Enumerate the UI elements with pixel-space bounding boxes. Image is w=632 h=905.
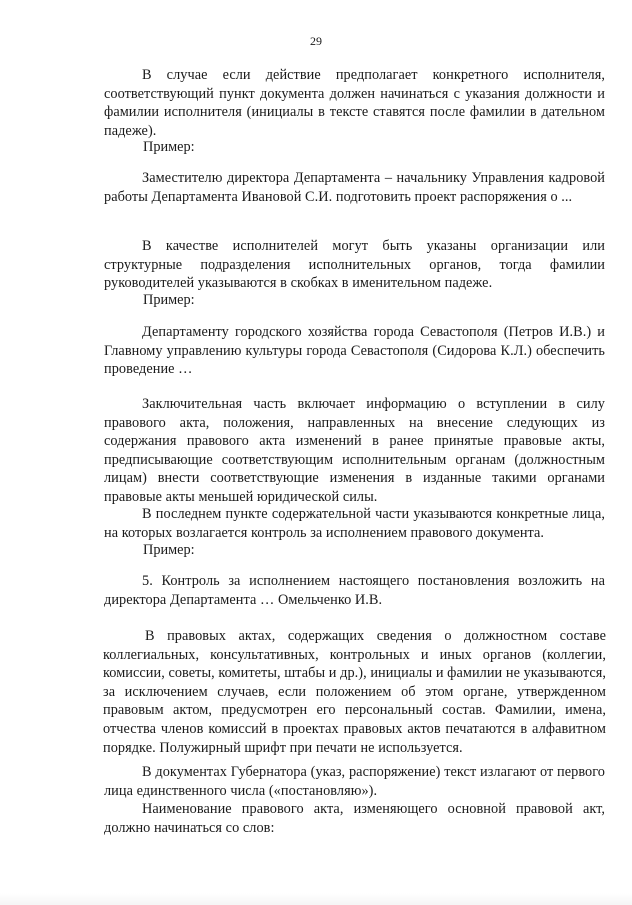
example-label: Пример: xyxy=(143,542,195,558)
example-label: Пример: xyxy=(143,292,195,308)
paragraph-executor-rule: В случае если действие предполагает конкретного исполнителя, соответствующий пункт документа должен начинаться с указания должности и фамилии исполнителя (инициалы в тексте ставятся после фамилии в дательном падеже). xyxy=(104,67,605,139)
paragraph-amending-act-title: Наименование правового акта, изменяющего основной правовой акт, должно начинаться со слов: xyxy=(104,801,605,836)
paragraph-control-clause: В последнем пункте содержательной части указываются конкретные лица, на которых возлагается контроль за исполнением правового документа. xyxy=(104,506,605,541)
example-department-sevastopol: Департаменту городского хозяйства города Севастополя (Петров И.В.) и Главному управлению культуры города Севастополя (Сидорова К.Л.) обеспечить проведение … xyxy=(104,324,605,378)
example-control-clause: 5. Контроль за исполнением настоящего постановления возложить на директора Департамента … Омельченко И.В. xyxy=(104,573,605,608)
paragraph-collegial-bodies: В правовых актах, содержащих сведения о должностном составе коллегиальных, консультативных, контрольных и иных органов (коллегии, комиссии, советы, комитеты, штабы и др.), инициалы и фамилии не указываются, за исключением случаев, если положением об этом органе, утвержденном правовым актом, предусмотрен его персональный состав. Фамилии, имена, отчества членов комиссий в проектах правовых актов печатаются в алфавитном порядке. Полужирный шрифт при печати не используется. xyxy=(103,628,606,756)
paragraph-governor-documents: В документах Губернатора (указ, распоряжение) текст излагают от первого лица единственного числа («постановляю»). xyxy=(104,764,605,799)
paragraph-organizations-as-executors: В качестве исполнителей могут быть указаны организации или структурные подразделения исполнительных органов, тогда фамилии руководителей указываются в скобках в именительном падеже. xyxy=(104,238,605,292)
paragraph-final-part: Заключительная часть включает информацию о вступлении в силу правового акта, положения, направленных на внесение следующих из содержания правового акта изменений в ранее принятые правовые акты, предписывающие соответствующим исполнительным органам (должностным лицам) внести соответствующие изменения в изданные такими органами правовые акты меньшей юридической силы. xyxy=(104,396,605,505)
scan-bottom-edge xyxy=(0,893,632,905)
page-number: 29 xyxy=(310,34,322,48)
example-label: Пример: xyxy=(143,139,195,155)
example-deputy-director: Заместителю директора Департамента – начальнику Управления кадровой работы Департамента Ивановой С.И. подготовить проект распоряжения о ... xyxy=(104,170,605,205)
